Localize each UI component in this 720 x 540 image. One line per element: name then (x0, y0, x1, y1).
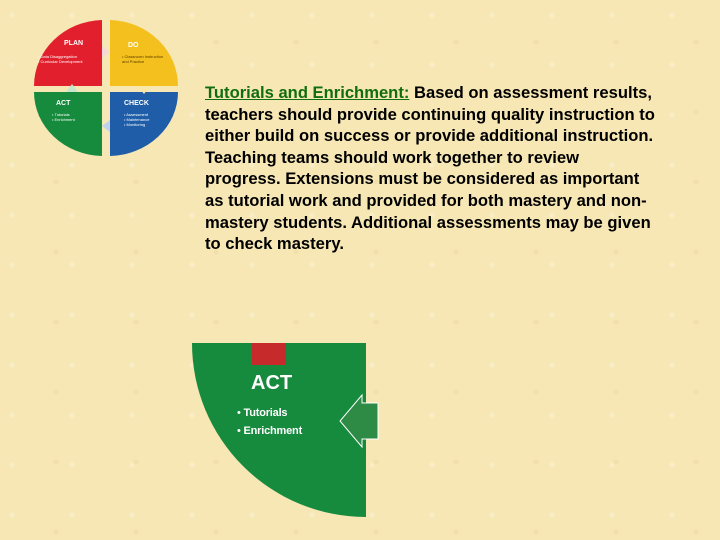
act-title-small: ACT (56, 100, 71, 107)
check-item: • Maintenance (124, 117, 149, 122)
do-quadrant (110, 20, 178, 86)
check-item: • Monitoring (124, 122, 149, 127)
description-lead: Tutorials and Enrichment: (205, 83, 410, 102)
do-title: DO (128, 42, 139, 49)
arrow-left-icon (102, 120, 110, 132)
plan-title: PLAN (64, 40, 84, 47)
do-items (122, 54, 168, 64)
check-item: • Assessment (124, 112, 149, 117)
act-item: • Tutorials (52, 112, 75, 117)
description-body: Based on assessment results, teachers should provide continuing quality instruction to either build on success or provide additional instruction. Teaching teams should work together to review progress. Extensions must be considered as important as tutorial work and provided for both mastery and non-mastery students. Additional assessments may be given to check mastery. (205, 83, 655, 254)
act-detail-item: • Enrichment (237, 422, 302, 440)
act-item: • Enrichment (52, 117, 75, 122)
act-detail-items (237, 404, 302, 440)
plan-quadrant (34, 20, 102, 86)
plan-item: • Data Disaggregation (38, 54, 83, 59)
act-detail-title: ACT (251, 372, 293, 394)
plan-item: • Curricular Development (38, 59, 83, 64)
check-title: CHECK (124, 100, 149, 107)
do-item: • Classroom Instruction and Practice (122, 54, 168, 64)
top-arrow-stub-icon (252, 343, 286, 365)
description-text (205, 82, 655, 255)
act-items-small (52, 112, 75, 122)
plan-items (38, 54, 83, 64)
pdca-cycle-diagram (30, 16, 182, 158)
act-detail-item: • Tutorials (237, 404, 302, 422)
arrow-right-icon (102, 46, 110, 58)
cycle-wheel (30, 16, 182, 158)
check-items (124, 112, 149, 127)
